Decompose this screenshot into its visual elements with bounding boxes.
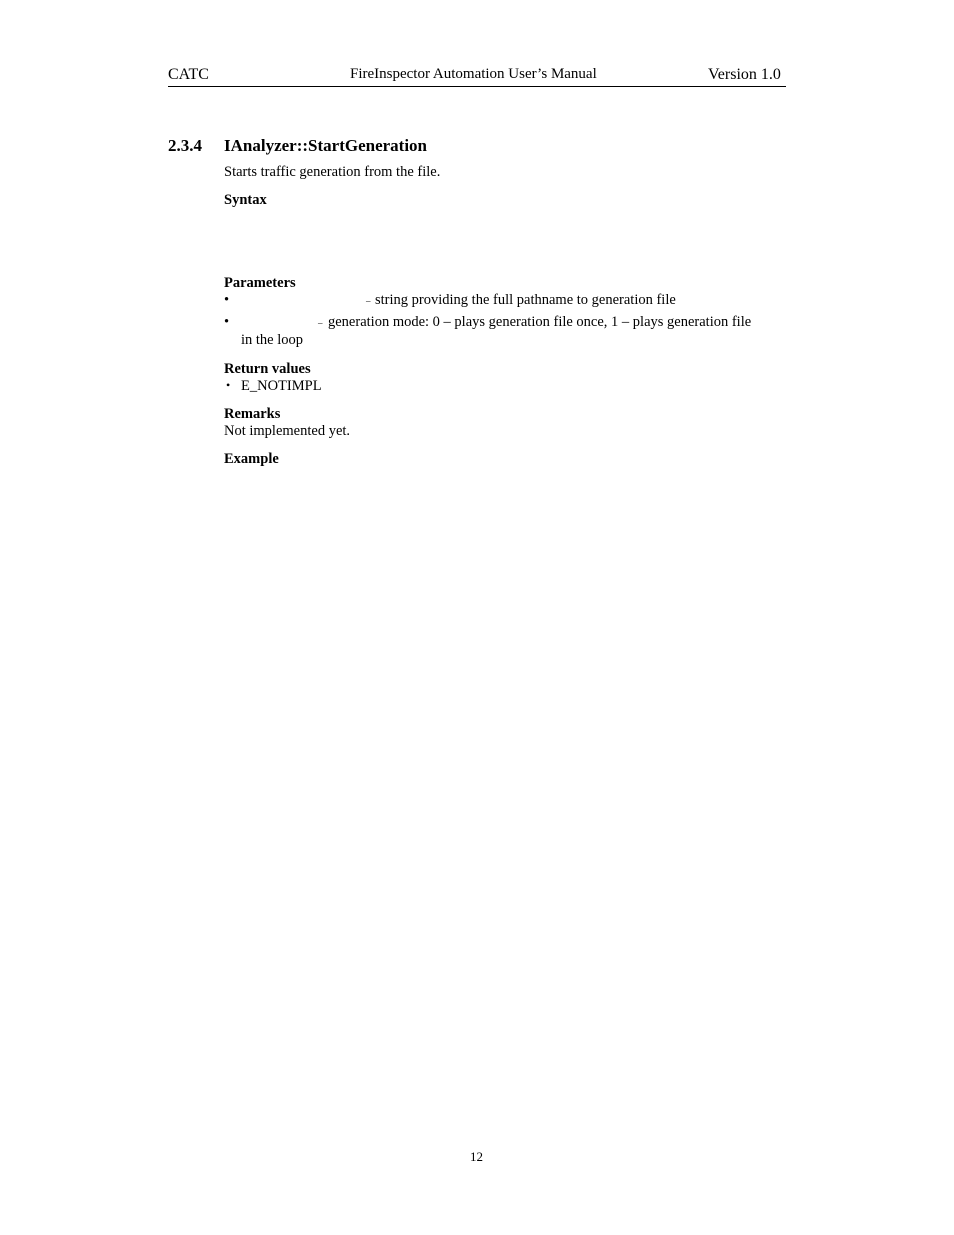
example-heading: Example xyxy=(224,451,279,467)
parameter-1-bullet: • xyxy=(224,292,230,308)
return-value-1: E_NOTIMPL xyxy=(241,378,322,394)
header-company: CATC xyxy=(168,66,209,83)
return-values-heading: Return values xyxy=(224,361,311,377)
section-number: 2.3.4 xyxy=(168,136,202,155)
parameter-2-continuation: in the loop xyxy=(241,332,304,348)
parameter-2-description: generation mode: 0 – plays generation file once, 1 – plays generation file xyxy=(328,314,752,330)
remarks-heading: Remarks xyxy=(224,406,281,422)
section-description: Starts traffic generation from the file. xyxy=(224,164,441,180)
section-title: IAnalyzer::StartGeneration xyxy=(224,136,428,155)
syntax-heading: Syntax xyxy=(224,192,267,208)
parameter-1-description: string providing the full pathname to generation file xyxy=(375,292,676,308)
parameter-2-bullet: • xyxy=(224,314,230,330)
page-number: 12 xyxy=(470,1149,483,1164)
header-version: Version 1.0 xyxy=(708,66,781,83)
remarks-text: Not implemented yet. xyxy=(224,423,351,439)
parameter-1-dash: – xyxy=(366,296,371,306)
return-value-1-bullet: • xyxy=(226,378,231,392)
header-rule xyxy=(168,86,786,87)
header-manual-title: FireInspector Automation User’s Manual xyxy=(350,66,597,82)
parameter-2-dash: – xyxy=(318,318,323,328)
parameters-heading: Parameters xyxy=(224,275,296,291)
